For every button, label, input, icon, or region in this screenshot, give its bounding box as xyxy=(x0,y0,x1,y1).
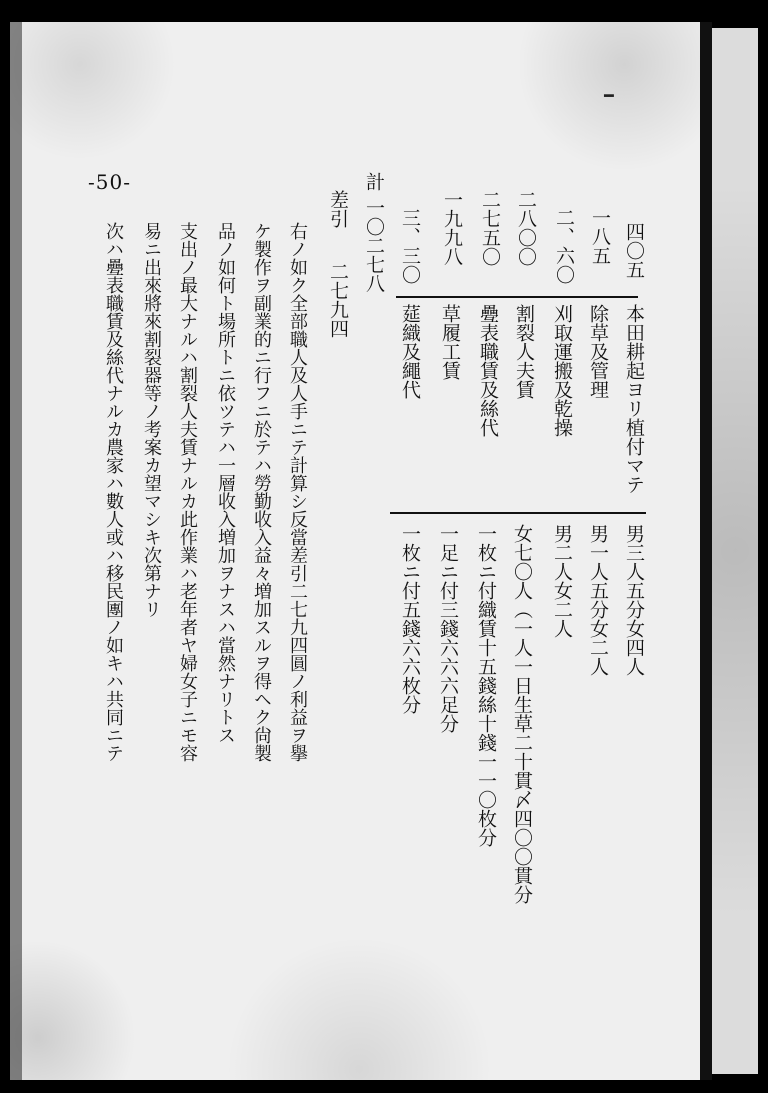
row-5-item: 疉表職賃及絲代 xyxy=(477,304,499,437)
row-5-labor: 一枚ニ付織賃十五錢絲十錢一一〇枚分 xyxy=(475,524,497,847)
total-value: 一〇二七八 xyxy=(363,198,385,293)
row-7-labor: 一枚ニ付五錢六六枚分 xyxy=(399,524,421,714)
row-2-amount: 一八五 xyxy=(589,208,611,265)
scan-mark: ━ xyxy=(604,86,614,105)
row-5-amount: 二七五〇 xyxy=(479,190,501,266)
row-1-labor: 男三人五分女四人 xyxy=(623,524,645,676)
body-line-1: 右ノ如ク全部職人及人手ニテ計算シ反當差引二七九四圓ノ利益ヲ擧 xyxy=(287,222,308,762)
row-2-item: 除草及管理 xyxy=(587,304,609,399)
row-3-item: 刈取運搬及乾操 xyxy=(551,304,573,437)
row-6-amount: 一九九八 xyxy=(441,190,463,266)
row-1-amount: 四〇五 xyxy=(623,222,645,279)
row-6-item: 草履工賃 xyxy=(439,304,461,380)
body-line-2: ケ製作ヲ副業的ニ行フニ於テハ勞勤收入益々増加スルヲ得ヘク尙製 xyxy=(251,222,272,762)
row-7-amount: 三、三〇 xyxy=(399,208,421,284)
adjacent-page-edge xyxy=(712,28,758,1074)
row-2-labor: 男一人五分女二人 xyxy=(587,524,609,676)
table-rule-lower xyxy=(390,512,646,514)
row-3-amount: 二、六〇 xyxy=(553,208,575,284)
page-shadow-left xyxy=(10,22,22,1080)
difference-value: 二七九四 xyxy=(327,262,349,338)
body-line-6: 次ハ疉表職賃及絲代ナルカ農家ハ數人或ハ移民團ノ如キハ共同ニテ xyxy=(103,222,124,762)
body-line-4: 支出ノ最大ナルハ割裂人夫賃ナルカ此作業ハ老年者ヤ婦女子ニモ容 xyxy=(177,222,198,762)
row-1-item: 本田耕起ヨリ植付マテ xyxy=(623,304,645,494)
row-3-labor: 男二人女二人 xyxy=(551,524,573,638)
table-rule-upper xyxy=(396,296,638,298)
body-line-3: 品ノ如何ト場所トニ依ツテハ一層收入増加ヲナスハ當然ナリトス xyxy=(215,222,236,744)
row-4-labor: 女七〇人（一人一日生草二十貫〆四〇〇貫分 xyxy=(511,524,533,904)
row-4-item: 割裂人夫賃 xyxy=(513,304,535,399)
body-line-5: 易ニ出來將來割裂器等ノ考案カ望マシキ次第ナリ xyxy=(141,222,162,618)
row-4-amount: 二八〇〇 xyxy=(515,190,537,266)
page-number: -50- xyxy=(88,170,131,194)
book-gutter xyxy=(700,22,712,1080)
total-label: 計 xyxy=(363,172,385,191)
row-7-item: 莚織及繩代 xyxy=(399,304,421,399)
difference-label: 差引 xyxy=(327,190,349,228)
row-6-labor: 一足ニ付三錢六六六足分 xyxy=(437,524,459,733)
